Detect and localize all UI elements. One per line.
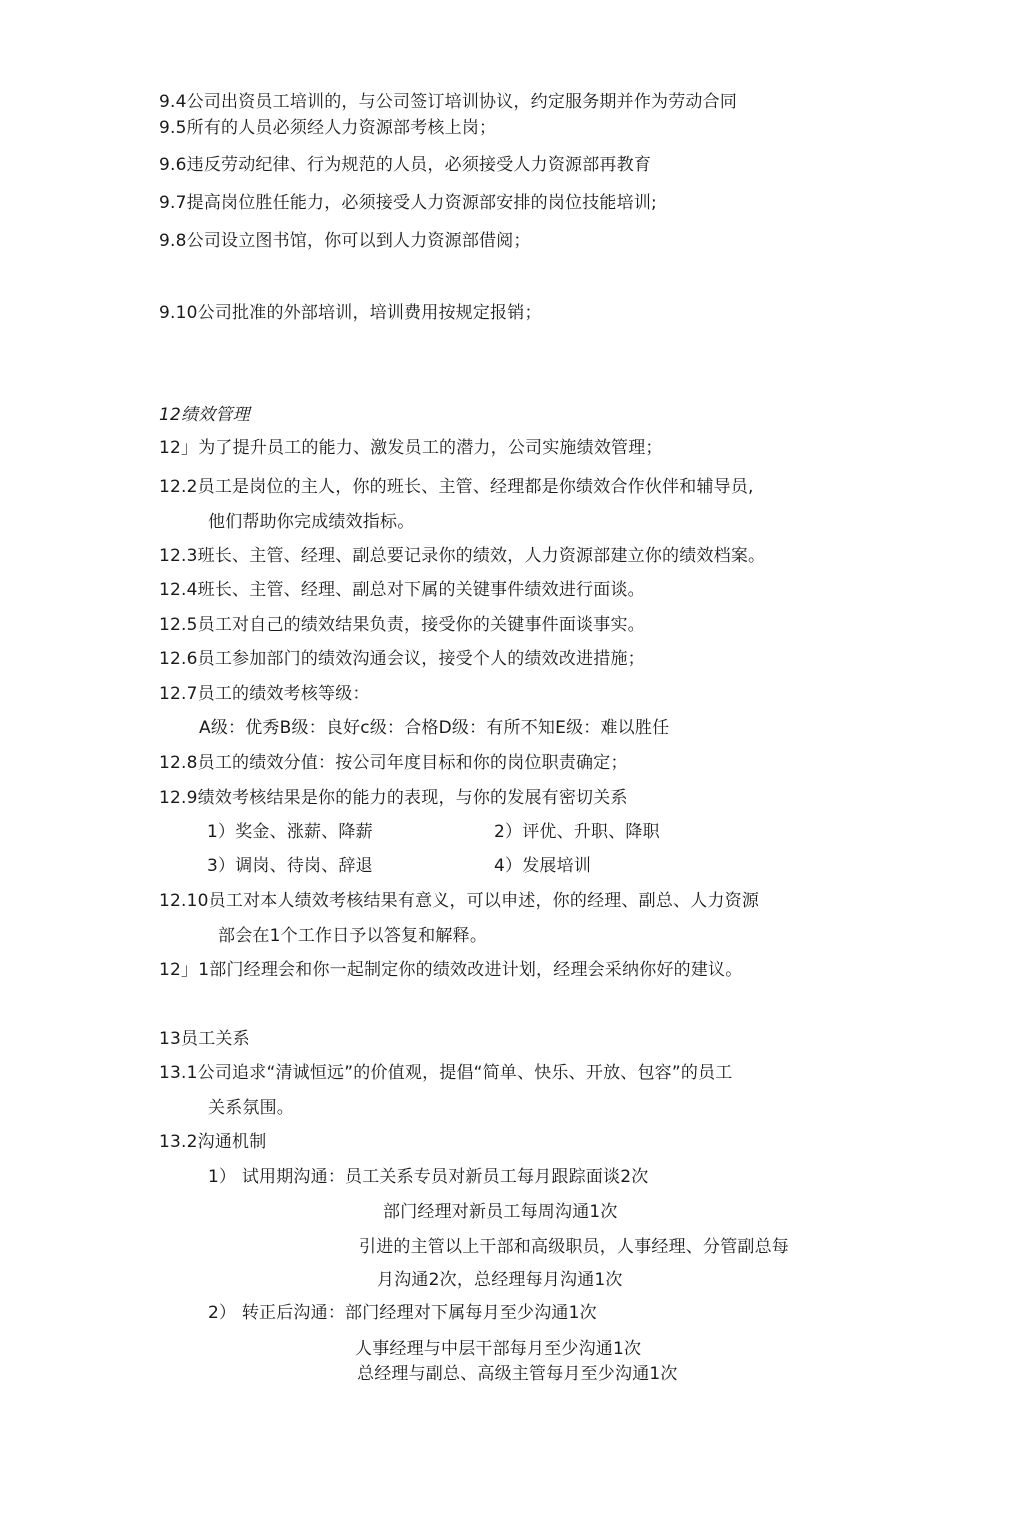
clause-12-2: 12.2员工是岗位的主人，你的班长、主管、经理都是你绩效合作伙伴和辅导员,	[159, 477, 754, 497]
clause-12-9: 12.9绩效考核结果是你的能力的表现，与你的发展有密切关系	[159, 788, 628, 808]
clause-9-5: 9.5所有的人员必须经人力资源部考核上岗；	[159, 118, 497, 138]
clause-12-8: 12.8员工的绩效分值：按公司年度目标和你的岗位职责确定；	[159, 753, 628, 773]
clause-12-7: 12.7员工的绩效考核等级：	[159, 684, 370, 704]
probation-communication: 1） 试用期沟通：员工关系专员对新员工每月跟踪面谈2次	[208, 1167, 649, 1187]
probation-communication-line-2: 部门经理对新员工每周沟通1次	[383, 1202, 618, 1222]
result-item-4: 4）发展培训	[494, 856, 592, 876]
clause-12-10-continued: 部会在1个工作日予以答复和解释。	[218, 926, 488, 946]
grade-levels: A级：优秀B级：良好c级：合格D级：有所不知E级：难以胜任	[199, 718, 670, 738]
clause-12-1: 12」为了提升员工的能力、激发员工的潜力，公司实施绩效管理；	[159, 438, 663, 458]
clause-13-2: 13.2沟通机制	[159, 1132, 267, 1152]
regular-communication-line-3: 总经理与副总、高级主管每月至少沟通1次	[357, 1364, 678, 1384]
clause-12-4: 12.4班长、主管、经理、副总对下属的关键事件绩效进行面谈。	[159, 580, 645, 600]
clause-12-3: 12.3班长、主管、经理、副总要记录你的绩效，人力资源部建立你的绩效档案。	[159, 546, 766, 566]
clause-9-7: 9.7提高岗位胜任能力，必须接受人力资源部安排的岗位技能培训;	[159, 193, 657, 213]
clause-13-1: 13.1公司追求“清诚恒远”的价值观，提倡“简单、快乐、开放、包容”的员工	[159, 1063, 733, 1083]
clause-12-11: 12」1部门经理会和你一起制定你的绩效改进计划，经理会采纳你好的建议。	[159, 960, 743, 980]
probation-communication-line-4: 月沟通2次，总经理每月沟通1次	[377, 1270, 623, 1290]
result-item-1: 1）奖金、涨薪、降薪	[207, 822, 373, 842]
result-item-3: 3）调岗、待岗、辞退	[207, 856, 373, 876]
probation-communication-line-3: 引进的主管以上干部和高级职员，人事经理、分管副总每	[359, 1237, 789, 1257]
regular-communication: 2） 转正后沟通：部门经理对下属每月至少沟通1次	[208, 1303, 597, 1323]
clause-9-6: 9.6违反劳动纪律、行为规范的人员，必须接受人力资源部再教育	[159, 155, 652, 175]
clause-9-8: 9.8公司设立图书馆，你可以到人力资源部借阅；	[159, 231, 531, 251]
clause-13-1-continued: 关系氛围。	[208, 1098, 294, 1118]
section-12-title: 12绩效管理	[159, 405, 250, 425]
clause-12-6: 12.6员工参加部门的绩效沟通会议，接受个人的绩效改进措施；	[159, 649, 645, 669]
clause-12-10: 12.10员工对本人绩效考核结果有意义，可以申述，你的经理、副总、人力资源	[159, 891, 760, 911]
clause-9-10: 9.10公司批准的外部培训，培训费用按规定报销；	[159, 303, 542, 323]
section-13-title: 13员工关系	[159, 1029, 250, 1049]
clause-12-5: 12.5员工对自己的绩效结果负责，接受你的关键事件面谈事实。	[159, 615, 645, 635]
regular-communication-line-2: 人事经理与中层干部每月至少沟通1次	[355, 1339, 642, 1359]
result-item-2: 2）评优、升职、降职	[494, 822, 660, 842]
clause-12-2-continued: 他们帮助你完成绩效指标。	[208, 512, 415, 532]
clause-9-4: 9.4公司出资员工培训的，与公司签订培训协议，约定服务期并作为劳动合同	[159, 92, 738, 112]
